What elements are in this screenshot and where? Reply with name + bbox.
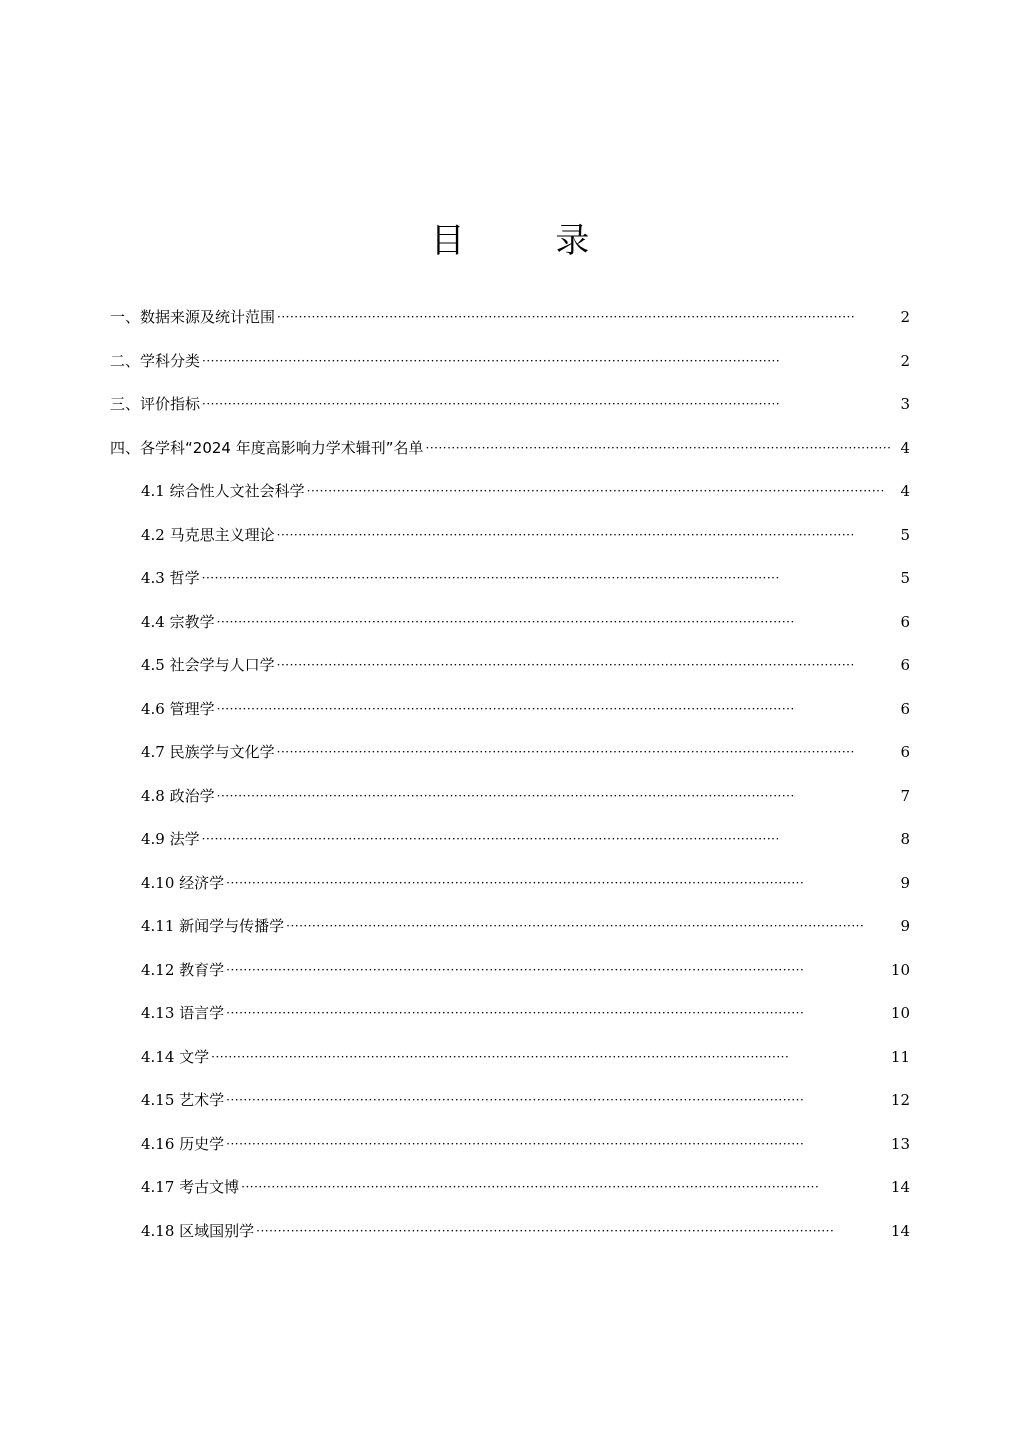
toc-entry-label: 四、各学科“2024 年度高影响力学术辑刊”名单: [110, 438, 424, 457]
toc-entry[interactable]: [110, 992, 910, 1036]
toc-entry[interactable]: [110, 818, 910, 862]
toc-leader-dots: [217, 601, 892, 645]
toc-entry[interactable]: [110, 1166, 910, 1210]
toc-entry-page-number: 14: [890, 1221, 910, 1240]
toc-entry[interactable]: [110, 383, 910, 427]
toc-entry[interactable]: [110, 1123, 910, 1167]
toc-entry[interactable]: [110, 1036, 910, 1080]
toc-entry-page-number: 10: [890, 1004, 910, 1022]
toc-entry[interactable]: [110, 775, 910, 819]
toc-entry[interactable]: [110, 470, 910, 514]
toc-entry-label: 4.13 语言学: [141, 1004, 225, 1022]
toc-entry-page-number: 9: [900, 873, 910, 892]
toc-entry-label: 一、数据来源及统计范围: [110, 308, 276, 326]
toc-leader-dots: [277, 514, 892, 558]
toc-leader-dots: [277, 644, 892, 688]
toc-entry[interactable]: [110, 427, 910, 471]
toc-entry-page-number: 7: [900, 786, 910, 805]
toc-entry-page-number: 8: [900, 830, 910, 848]
toc-leader-dots: [226, 1079, 874, 1123]
toc-leader-dots: [286, 905, 892, 949]
toc-entry-page-number: 14: [890, 1178, 910, 1196]
toc-entry[interactable]: [110, 688, 910, 732]
toc-leader-dots: [202, 557, 892, 601]
toc-entry-label: 4.12 教育学: [141, 960, 225, 979]
toc-entry[interactable]: [110, 1210, 910, 1254]
toc-entry-page-number: 4: [900, 482, 910, 500]
toc-leader-dots: [211, 1036, 874, 1080]
toc-entry-page-number: 6: [900, 612, 910, 631]
toc-entry-page-number: 13: [890, 1134, 910, 1153]
toc-entry[interactable]: [110, 905, 910, 949]
toc-entry-label: 4.15 艺术学: [141, 1091, 225, 1109]
toc-entry-label: 4.9 法学: [141, 830, 200, 848]
toc-entry-page-number: 5: [900, 569, 910, 587]
toc-entry-label: 三、评价指标: [110, 395, 201, 413]
toc-entry-page-number: 5: [900, 525, 910, 544]
toc-entry-label: 4.10 经济学: [141, 873, 225, 892]
toc-entry[interactable]: [110, 644, 910, 688]
toc-entry[interactable]: [110, 731, 910, 775]
toc-entry-page-number: 6: [900, 699, 910, 718]
toc-leader-dots: [277, 296, 892, 340]
toc-leader-dots: [307, 470, 892, 514]
toc-entry-page-number: 6: [900, 743, 910, 761]
toc-entry[interactable]: [110, 340, 910, 384]
toc-entry-label: 4.17 考古文博: [141, 1178, 240, 1196]
toc-entry[interactable]: [110, 296, 910, 340]
toc-entry-page-number: 2: [900, 351, 910, 370]
toc-entry[interactable]: [110, 1079, 910, 1123]
page-title: 目 录: [430, 221, 630, 261]
toc-leader-dots: [217, 775, 892, 819]
toc-entry-label: 4.16 历史学: [141, 1134, 225, 1153]
toc-entry-label: 4.4 宗教学: [141, 612, 215, 631]
toc-leader-dots: [202, 818, 892, 862]
toc-entry-label: 4.14 文学: [141, 1047, 210, 1066]
toc-entry-page-number: 12: [890, 1091, 910, 1109]
toc-entry[interactable]: [110, 514, 910, 558]
toc-entry[interactable]: [110, 557, 910, 601]
toc-entry-label: 4.8 政治学: [141, 786, 215, 805]
toc-entry-page-number: 11: [890, 1047, 910, 1066]
toc-entry-page-number: 3: [900, 395, 910, 413]
toc-entry-label: 二、学科分类: [110, 351, 201, 370]
toc-entry-page-number: 4: [900, 438, 910, 457]
toc-entry[interactable]: [110, 862, 910, 906]
toc-leader-dots: [277, 731, 892, 775]
toc-leader-dots: [226, 949, 874, 993]
toc-entry[interactable]: [110, 601, 910, 645]
toc-entry-label: 4.1 综合性人文社会科学: [141, 482, 305, 500]
toc-leader-dots: [217, 688, 892, 732]
toc-entry-label: 4.6 管理学: [141, 699, 215, 718]
toc-entry-label: 4.3 哲学: [141, 569, 200, 587]
toc-leader-dots: [202, 383, 892, 427]
toc-entry-label: 4.11 新闻学与传播学: [141, 917, 285, 935]
toc-entry-page-number: 10: [890, 960, 910, 979]
toc-entry[interactable]: [110, 949, 910, 993]
toc-entry-page-number: 2: [900, 308, 910, 326]
toc-entry-label: 4.5 社会学与人口学: [141, 656, 275, 674]
toc-entry-page-number: 9: [900, 917, 910, 935]
toc-leader-dots: [226, 862, 892, 906]
toc-leader-dots: [256, 1210, 874, 1254]
toc-entry-page-number: 6: [900, 656, 910, 674]
toc-leader-dots: [226, 1123, 874, 1167]
toc-leader-dots: [426, 427, 893, 471]
toc-leader-dots: [241, 1166, 874, 1210]
toc-entry-label: 4.7 民族学与文化学: [141, 743, 275, 761]
toc-leader-dots: [202, 340, 892, 384]
toc-leader-dots: [226, 992, 874, 1036]
toc-entry-label: 4.18 区域国别学: [141, 1221, 255, 1240]
table-of-contents: [110, 296, 910, 1253]
toc-entry-label: 4.2 马克思主义理论: [141, 525, 275, 544]
